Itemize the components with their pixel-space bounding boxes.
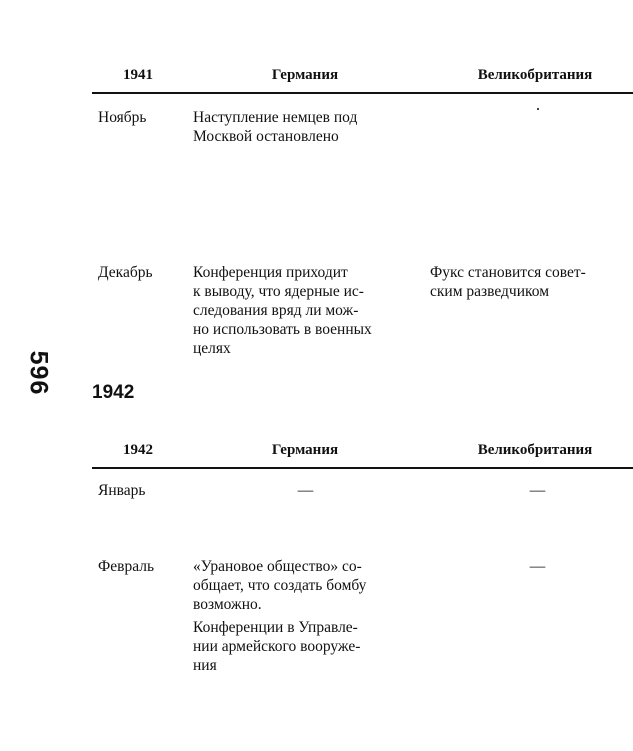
text-line: Наступление немцев под xyxy=(193,109,358,126)
header-britain: Великобритания xyxy=(477,442,593,458)
text-line: общает, что создать бомбу xyxy=(193,577,367,594)
text-line: Конференция приходит xyxy=(193,264,348,281)
page-number: 596 xyxy=(24,350,53,396)
text-line: Фукс становится совет- xyxy=(430,264,586,281)
text-line: ния xyxy=(193,657,217,674)
text-line: целях xyxy=(193,340,231,357)
text-line: к выводу, что ядерные ис- xyxy=(193,283,364,300)
text-line: следования вряд ли мож- xyxy=(193,302,359,319)
text-line: но использовать в военных xyxy=(193,321,372,338)
month-january: Январь xyxy=(98,482,146,499)
paragraph-army-ordnance xyxy=(193,618,423,675)
december-britain-text xyxy=(430,263,630,301)
section-heading-1942: 1942 xyxy=(92,382,135,403)
stray-mark xyxy=(537,108,539,110)
table-1942-header xyxy=(92,437,633,469)
text-line: «Урановое общество» со- xyxy=(193,558,362,575)
february-germany-text xyxy=(193,557,423,675)
text-line: ским разведчиком xyxy=(430,283,550,300)
text-line: нии армейского вооруже- xyxy=(193,638,361,655)
month-december: Декабрь xyxy=(98,264,153,281)
november-germany-text xyxy=(193,108,423,146)
header-year: 1941 xyxy=(123,67,153,83)
header-year: 1942 xyxy=(123,442,153,458)
header-britain: Великобритания xyxy=(477,67,593,83)
december-germany-text xyxy=(193,263,423,358)
header-germany: Германия xyxy=(271,67,339,83)
text-line: Конференции в Управле- xyxy=(193,619,358,636)
table-1941-header xyxy=(92,62,633,94)
header-germany: Германия xyxy=(271,442,339,458)
january-britain-dash: — xyxy=(529,482,546,499)
paragraph-uranium-society xyxy=(193,557,423,614)
month-february: Февраль xyxy=(98,558,155,575)
text-line: Москвой остановлено xyxy=(193,128,339,145)
text-line: возможно. xyxy=(193,596,262,613)
january-germany-dash: — xyxy=(297,482,314,499)
february-britain-dash: — xyxy=(529,558,546,575)
month-november: Ноябрь xyxy=(98,109,147,126)
